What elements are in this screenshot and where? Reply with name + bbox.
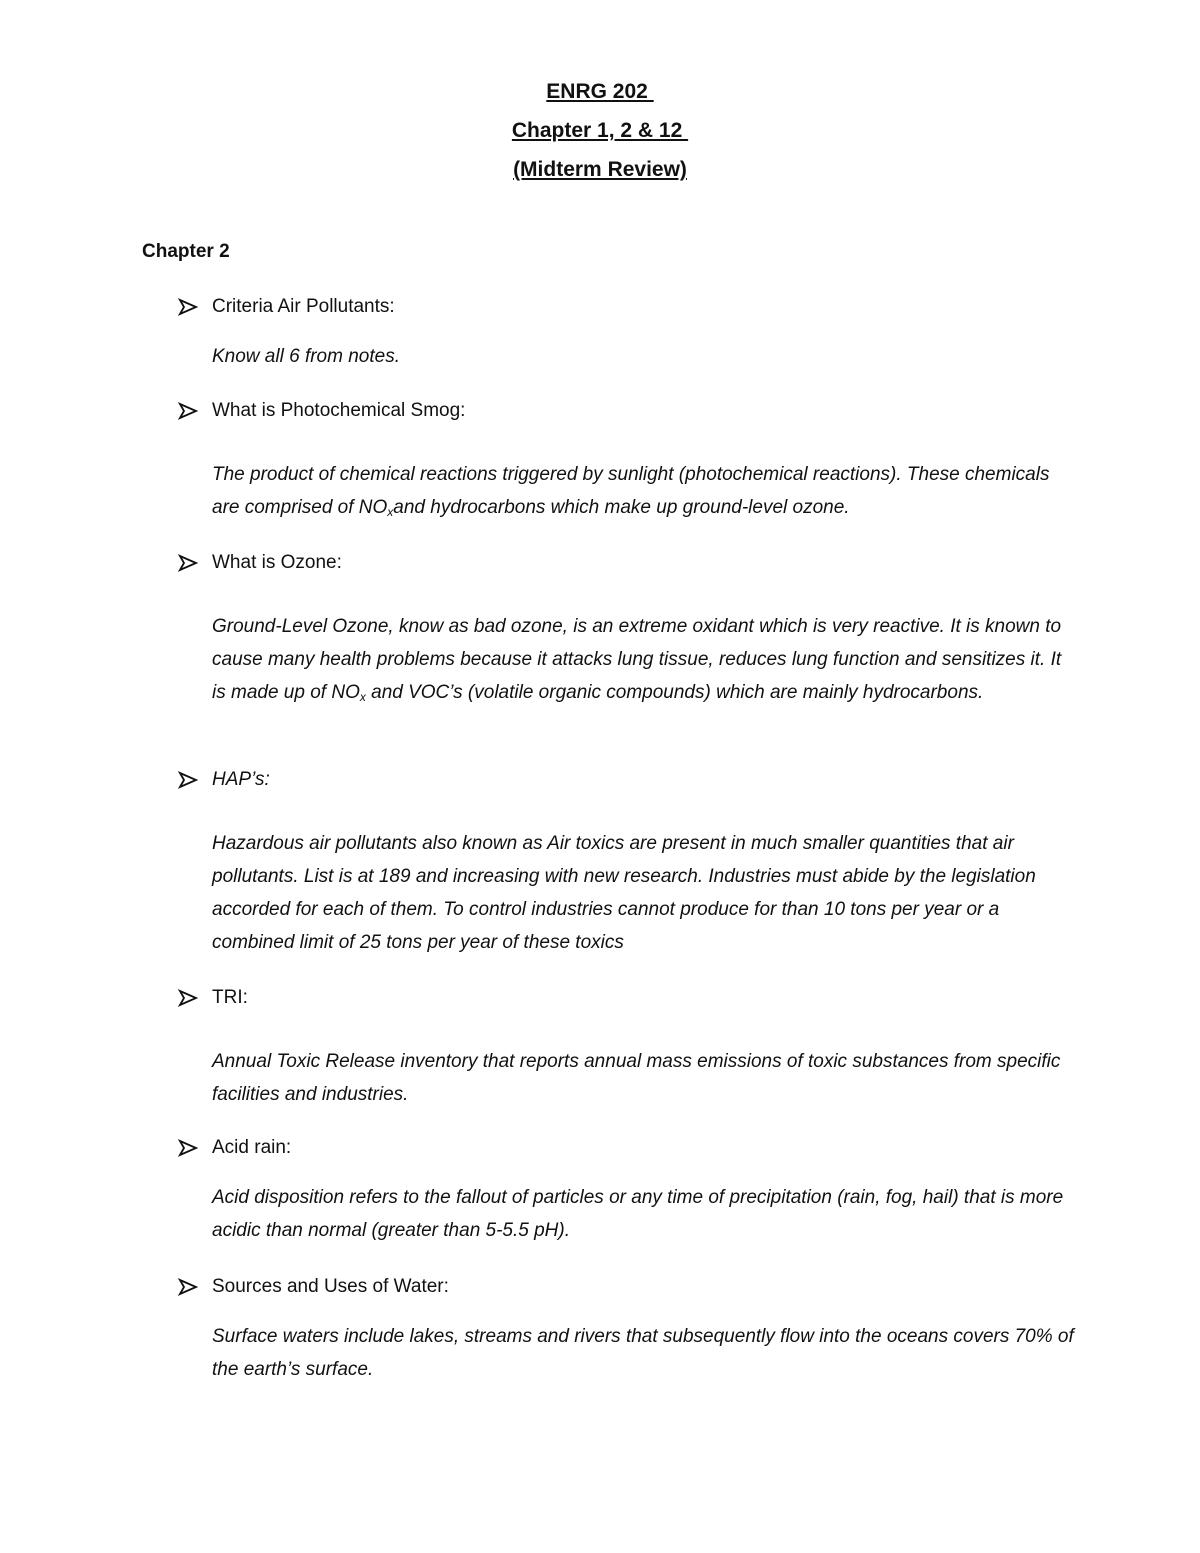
chapters-title: Chapter 1, 2 & 12	[511, 119, 689, 142]
list-item-ozone	[178, 550, 1078, 714]
list-item-acid-rain	[178, 1135, 1078, 1247]
subscript-x: x	[359, 690, 366, 704]
item-label: What is Photochemical Smog:	[212, 400, 466, 421]
subscript-x: x	[387, 505, 394, 519]
list-item-sources-uses-water	[178, 1274, 1078, 1386]
arrowhead-bullet-icon	[178, 554, 198, 572]
arrowhead-bullet-icon	[178, 771, 198, 789]
item-label: Acid rain:	[212, 1137, 292, 1158]
list-item-haps	[178, 767, 1078, 959]
arrowhead-bullet-icon	[178, 1139, 198, 1157]
arrowhead-bullet-icon	[178, 298, 198, 316]
list-item-photochemical-smog	[178, 398, 1078, 529]
chapter-heading: Chapter 2	[142, 241, 230, 262]
arrowhead-bullet-icon	[178, 1278, 198, 1296]
item-label: HAP’s:	[212, 769, 270, 790]
document-title-block	[0, 72, 1200, 189]
item-body: Annual Toxic Release inventory that reports annual mass emissions of toxic substances from specific facilities and industries.	[212, 1051, 1061, 1105]
item-body: Acid disposition refers to the fallout of particles or any time of precipitation (rain, fog, hail) that is more acidic than normal (greater than 5-5.5 pH).	[212, 1187, 1064, 1241]
item-body: The product of chemical reactions triggered by sunlight (photochemical reactions). These chemicals are comprised of $NO_xand$ hydrocarbons which make up ground-level ozone.	[212, 464, 1050, 519]
item-label: TRI:	[212, 987, 248, 1008]
item-label: Criteria Air Pollutants:	[212, 296, 395, 317]
review-title: (Midterm Review)	[513, 158, 687, 181]
arrowhead-bullet-icon	[178, 402, 198, 420]
item-label: What is Ozone:	[212, 552, 342, 573]
item-body: Ground-Level Ozone, know as bad ozone, is an extreme oxidant which is very reactive. It is known to cause many health problems because it attacks lung tissue, reduces lung function and sensitizes it. It is made up of $NO_x$ and VOC’s (volatile organic compounds) which are mainly hydrocarbons.	[212, 616, 1062, 704]
course-title: ENRG 202	[546, 80, 654, 103]
list-item-criteria-air-pollutants	[178, 294, 1078, 373]
item-body: Know all 6 from notes.	[212, 346, 400, 367]
item-label: Sources and Uses of Water:	[212, 1276, 449, 1297]
item-body: Hazardous air pollutants also known as Air toxics are present in much smaller quantities that air pollutants. List is at 189 and increasing with new research. Industries must abide by the legislation accorded for each of them. To control industries cannot produce for than 10 tons per year or a combined limit of 25 tons per year of these toxics	[212, 833, 1036, 953]
arrowhead-bullet-icon	[178, 989, 198, 1007]
item-body: Surface waters include lakes, streams and rivers that subsequently flow into the oceans covers 70% of the earth’s surface.	[212, 1326, 1074, 1380]
list-item-tri	[178, 985, 1078, 1111]
